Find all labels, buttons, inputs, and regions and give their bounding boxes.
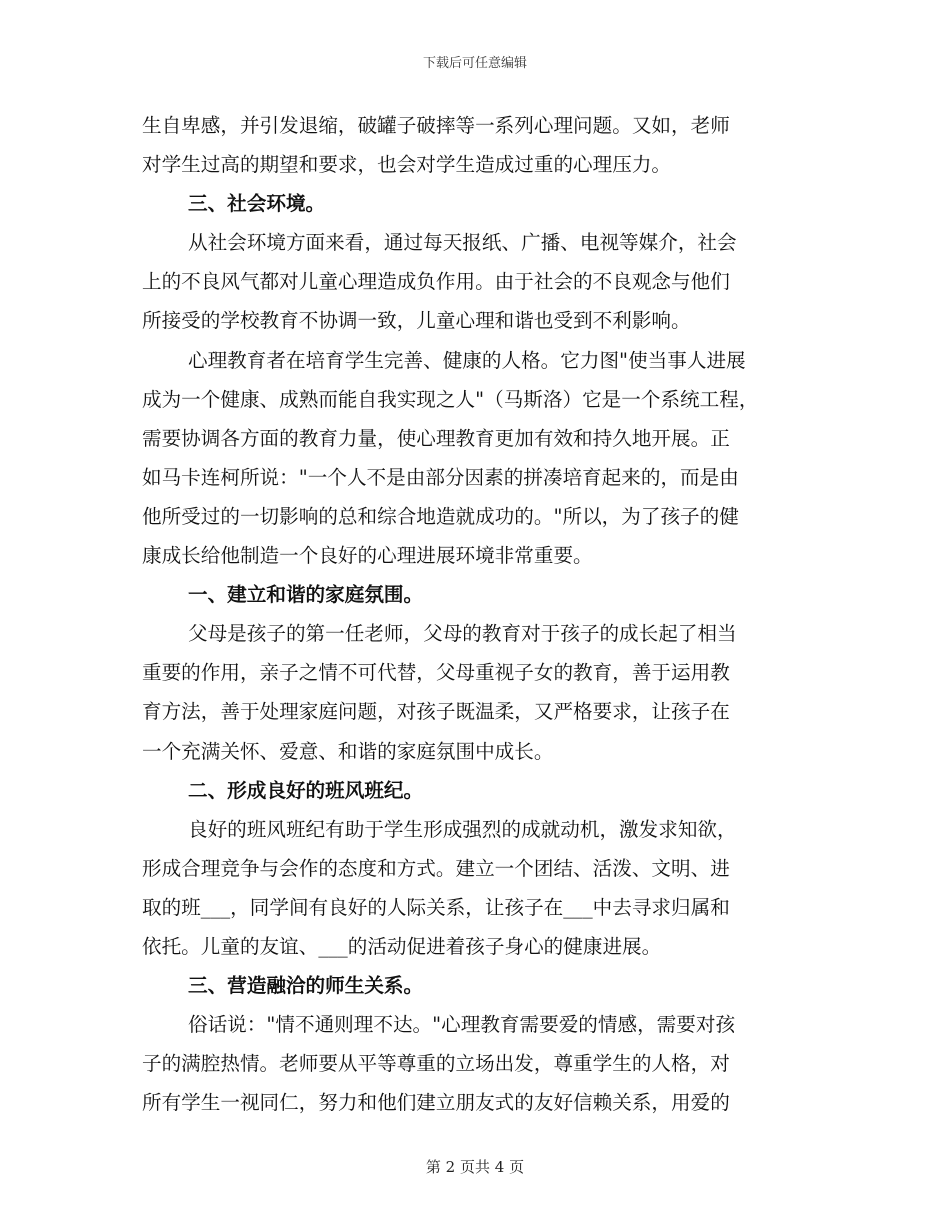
paragraph-line: 依托。儿童的友谊、___的活动促进着孩子身心的健康进展。 [142, 934, 662, 958]
paragraph-line: 一个充满关怀、爱意、和谐的家庭氛围中成长。 [142, 739, 554, 763]
paragraph-line: 如马卡连柯所说："一个人不是由部分因素的拼凑培育起来的，而是由 [142, 465, 739, 489]
paragraph-line: 他所受过的一切影响的总和综合地造就成功的。"所以，为了孩子的健 [142, 504, 739, 528]
paragraph-line: 生自卑感，并引发退缩，破罐子破摔等一系列心理问题。又如，老师 [142, 114, 730, 137]
paragraph-line: 父母是孩子的第一任老师，父母的教育对于孩子的成长起了相当 [188, 622, 737, 646]
paragraph-line: 子的满腔热情。老师要从平等尊重的立场出发，尊重学生的人格，对 [142, 1052, 730, 1076]
paragraph-line: 育方法，善于处理家庭问题，对孩子既温柔，又严格要求，让孩子在 [142, 700, 730, 724]
paragraph-line: 俗话说："情不通则理不达。"心理教育需要爱的情感，需要对孩 [188, 1013, 736, 1037]
paragraph-line: 所有学生一视同仁，努力和他们建立朋友式的友好信赖关系，用爱的 [142, 1091, 730, 1115]
paragraph-line: 所接受的学校教育不协调一致，儿童心理和谐也受到不利影响。 [142, 309, 691, 333]
paragraph-line: 上的不良风气都对儿童心理造成负作用。由于社会的不良观念与他们 [142, 270, 730, 294]
section-heading: 三、社会环境。 [188, 192, 326, 216]
section-heading: 三、营造融洽的师生关系。 [188, 974, 424, 998]
paragraph-line: 取的班___，同学间有良好的人际关系，让孩子在___中去寻求归属和 [142, 895, 730, 919]
paragraph-line: 心理教育者在培育学生完善、健康的人格。它力图"使当事人进展 [188, 348, 746, 372]
paragraph-line: 从社会环境方面来看，通过每天报纸、广播、电视等媒介，社会 [188, 231, 737, 255]
paragraph-line: 良好的班风班纪有助于学生形成强烈的成就动机，激发求知欲， [188, 817, 737, 841]
section-heading: 二、形成良好的班风班纪。 [188, 778, 424, 802]
page-header: 下载后可任意编辑 [422, 56, 527, 71]
document-body [142, 106, 812, 1122]
paragraph-line: 形成合理竞争与会作的态度和方式。建立一个团结、活泼、文明、进 [142, 856, 730, 880]
section-heading: 一、建立和谐的家庭氛围。 [188, 583, 424, 607]
paragraph-line: 康成长给他制造一个良好的心理进展环境非常重要。 [142, 544, 593, 568]
paragraph-line: 对学生过高的期望和要求，也会对学生造成过重的心理压力。 [142, 153, 672, 177]
page-footer: 第 2 页共 4 页 [425, 1158, 525, 1176]
paragraph-line: 需要协调各方面的教育力量，使心理教育更加有效和持久地开展。正 [142, 426, 730, 450]
paragraph-line: 重要的作用，亲子之情不可代替，父母重视子女的教育，善于运用教 [142, 661, 730, 685]
paragraph-line: 成为一个健康、成熟而能自我实现之人"（马斯洛）它是一个系统工程， [142, 387, 759, 411]
